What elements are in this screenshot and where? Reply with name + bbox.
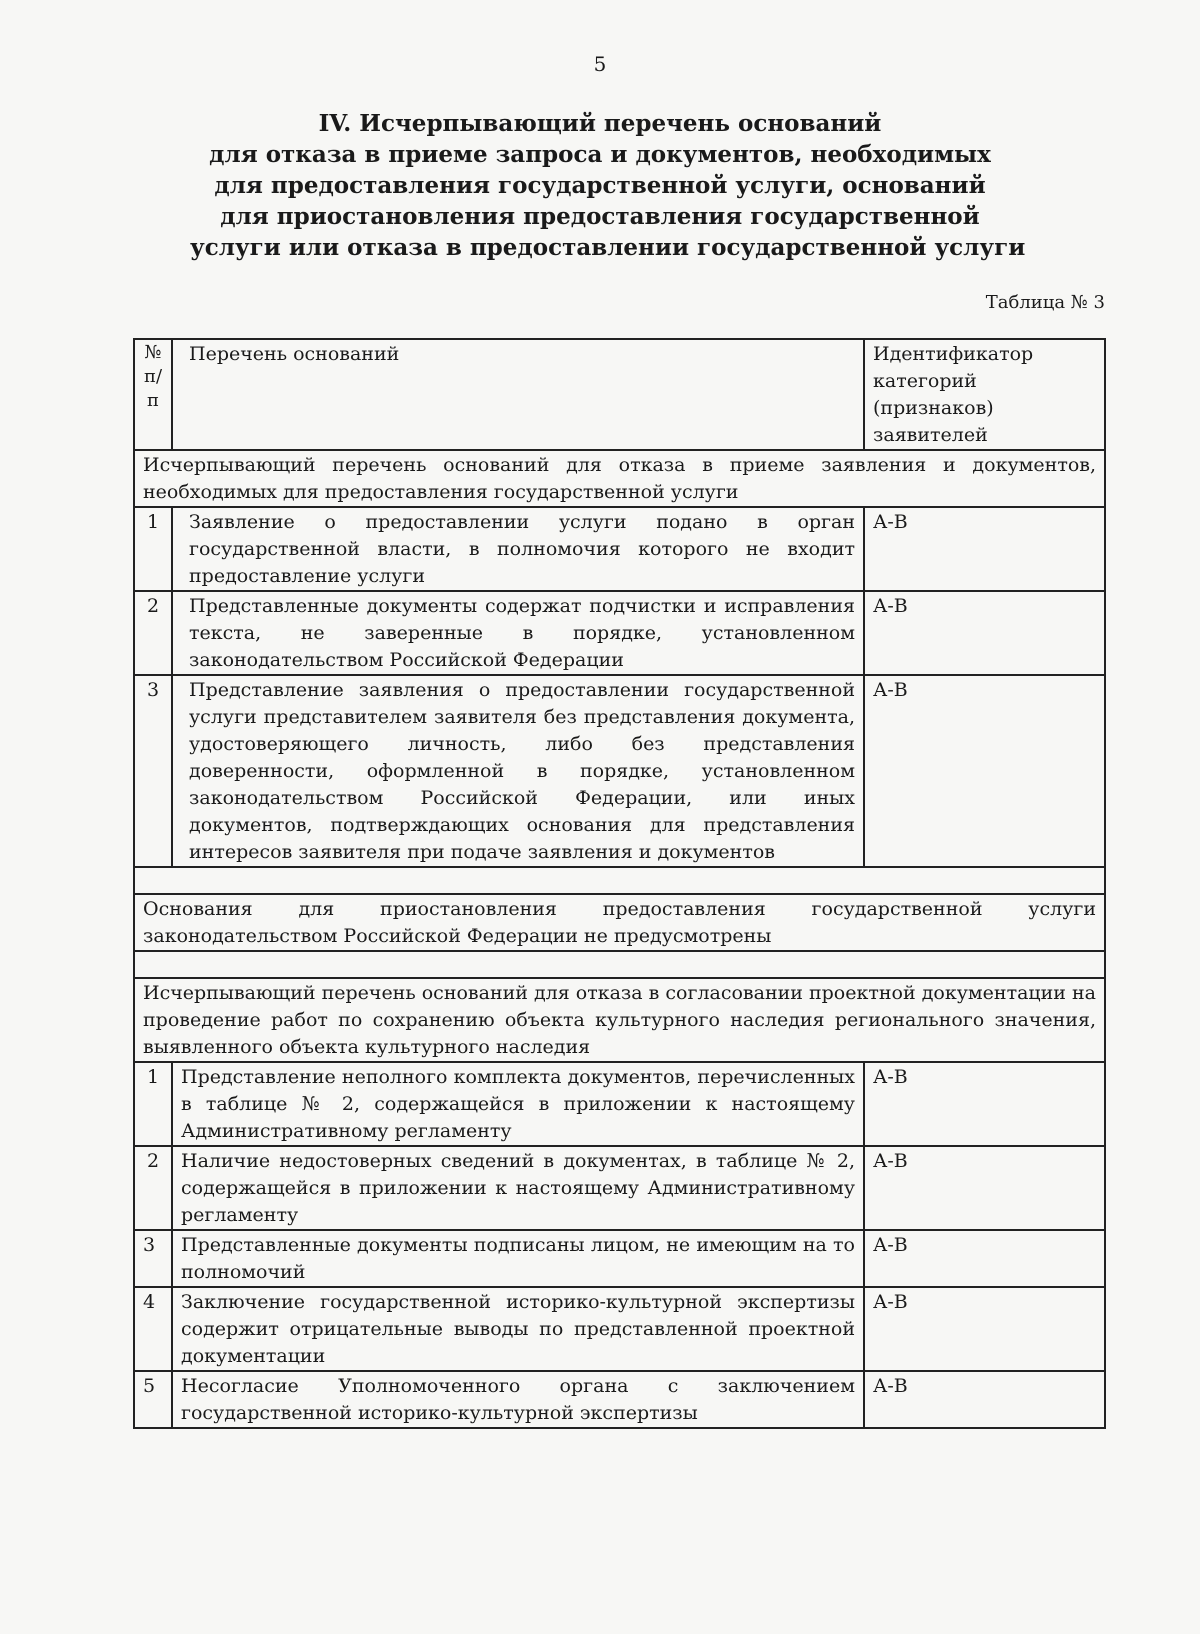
spacer-cell xyxy=(134,867,1105,894)
header-num-line: п/п xyxy=(143,366,163,411)
section-row xyxy=(134,894,1105,951)
header-num-line: № xyxy=(144,342,162,363)
row-num: 3 xyxy=(134,675,172,867)
table-row xyxy=(134,675,1105,867)
header-reasons: Перечень оснований xyxy=(172,339,864,450)
table-header-row xyxy=(134,339,1105,450)
heading-line: для приостановления предоставления государственной xyxy=(220,203,980,230)
row-identifier: А-В xyxy=(864,1230,1105,1287)
section-title: Исчерпывающий перечень оснований для отказа в приеме заявления и документов, необходимых для предоставления государственной услуги xyxy=(134,450,1105,507)
row-num: 2 xyxy=(134,1146,172,1230)
row-num: 4 xyxy=(134,1287,172,1371)
section-title: Основания для приостановления предоставления государственной услуги законодательством Российской Федерации не предусмотрены xyxy=(134,894,1105,951)
row-text: Заявление о предоставлении услуги подано в орган государственной власти, в полномочия которого не входит предоставление услуги xyxy=(172,507,864,591)
spacer-row xyxy=(134,951,1105,978)
row-num: 5 xyxy=(134,1371,172,1428)
row-num: 3 xyxy=(134,1230,172,1287)
table-row xyxy=(134,1062,1105,1146)
table-row xyxy=(134,1287,1105,1371)
grounds-table xyxy=(133,338,1106,1429)
heading-line: для предоставления государственной услуги, оснований xyxy=(214,172,986,199)
row-identifier: А-В xyxy=(864,507,1105,591)
table-row xyxy=(134,507,1105,591)
row-num: 1 xyxy=(134,507,172,591)
table-row xyxy=(134,1371,1105,1428)
row-identifier: А-В xyxy=(864,1062,1105,1146)
row-identifier: А-В xyxy=(864,675,1105,867)
row-text: Несогласие Уполномоченного органа с заключением государственной историко-культурной экспертизы xyxy=(172,1371,864,1428)
header-num xyxy=(134,339,172,450)
spacer-row xyxy=(134,867,1105,894)
page-number: 5 xyxy=(593,52,607,76)
row-text: Представление неполного комплекта документов, перечисленных в таблице № 2, содержащейся в приложении к настоящему Административному регламенту xyxy=(172,1062,864,1146)
row-text: Представленные документы содержат подчистки и исправления текста, не заверенные в порядке, установленном законодательством Российской Федерации xyxy=(172,591,864,675)
heading-line: для отказа в приеме запроса и документов, необходимых xyxy=(209,141,991,168)
row-identifier: А-В xyxy=(864,1146,1105,1230)
header-identifier: Идентификатор категорий (признаков) заявителей xyxy=(864,339,1105,450)
row-num: 2 xyxy=(134,591,172,675)
row-identifier: А-В xyxy=(864,1287,1105,1371)
spacer-cell xyxy=(134,951,1105,978)
row-text: Заключение государственной историко-культурной экспертизы содержит отрицательные выводы по представленной проектной документации xyxy=(172,1287,864,1371)
table-row xyxy=(134,1230,1105,1287)
table-label: Таблица № 3 xyxy=(985,292,1105,313)
section-title: Исчерпывающий перечень оснований для отказа в согласовании проектной документации на проведение работ по сохранению объекта культурного наследия регионального значения, выявленного объекта культурного наследия xyxy=(134,978,1105,1062)
section-row xyxy=(134,978,1105,1062)
heading-line: IV. Исчерпывающий перечень оснований xyxy=(318,110,882,137)
section-row xyxy=(134,450,1105,507)
row-text: Представленные документы подписаны лицом, не имеющим на то полномочий xyxy=(172,1230,864,1287)
row-identifier: А-В xyxy=(864,1371,1105,1428)
section-heading xyxy=(190,108,1026,263)
heading-line: услуги или отказа в предоставлении государственной услуги xyxy=(190,234,1026,261)
row-text: Представление заявления о предоставлении государственной услуги представителем заявителя без представления документа, удостоверяющего личность, либо без представления доверенности, оформленной в порядке, установленном законодательством Российской Федерации, или иных документов, подтверждающих основания для представления интересов заявителя при подаче заявления и документов xyxy=(172,675,864,867)
row-text: Наличие недостоверных сведений в документах, в таблице № 2, содержащейся в приложении к настоящему Административному регламенту xyxy=(172,1146,864,1230)
row-identifier: А-В xyxy=(864,591,1105,675)
table-row xyxy=(134,591,1105,675)
table-row xyxy=(134,1146,1105,1230)
row-num: 1 xyxy=(134,1062,172,1146)
